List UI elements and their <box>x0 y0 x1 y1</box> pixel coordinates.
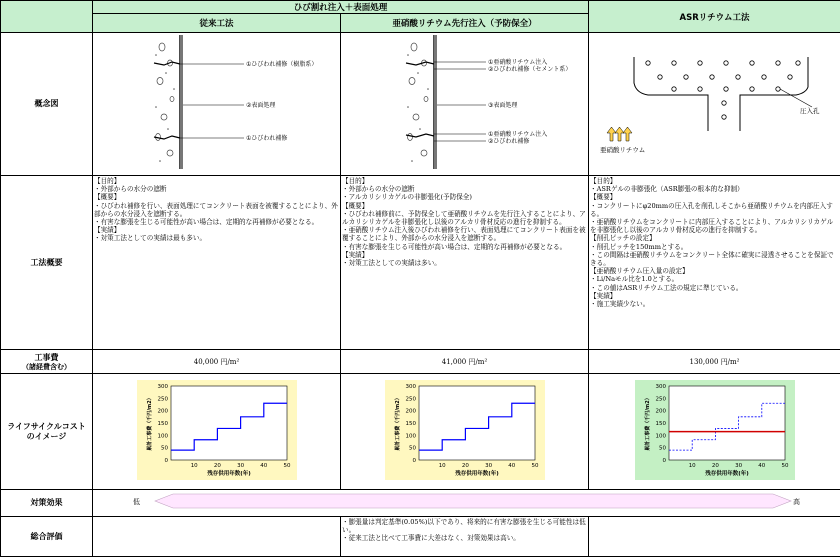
row-label-lcc-line2: のイメージ <box>1 432 92 442</box>
row-label-cost-line2: （諸経費含む） <box>1 363 92 371</box>
lcc-chart-preventive <box>385 380 545 480</box>
row-label-overview: 工法概要 <box>1 176 93 350</box>
diagram-label-li-injection-2: ①亜硝酸リチウム注入 <box>488 130 547 138</box>
overview-line: ・亜硝酸リチウムをコンクリートに内部圧入することにより、アルカリシリカゲルを非膨張化し以後のアルカリ骨材反応の進行を抑制する。 <box>590 218 839 234</box>
y-tick-label: 150 <box>405 421 416 427</box>
x-tick-label: 30 <box>485 463 492 469</box>
row-label-effect: 対策効果 <box>1 490 93 517</box>
plot-area <box>171 386 287 460</box>
x-tick-label: 20 <box>711 463 718 469</box>
evaluation-conventional <box>93 517 341 557</box>
lcc-cell-asr <box>589 374 840 490</box>
y-tick-label: 250 <box>157 396 168 402</box>
y-tick-label: 50 <box>659 445 666 451</box>
overview-line: ・有害な膨張を生じる可能性が高い場合は、定期的な再補修が必要となる。 <box>94 218 339 226</box>
cost-conventional: 40,000 円/m² <box>93 350 341 374</box>
lcc-chart-asr <box>635 380 795 480</box>
y-tick-label: 200 <box>405 408 416 414</box>
overview-line: 【実績】 <box>94 226 339 234</box>
y-tick-label: 0 <box>164 458 168 464</box>
overview-line: ・アルカリシリカゲルの非膨張化(予防保全) <box>342 193 587 201</box>
overview-line: 【削孔ピッチの設定】 <box>590 234 839 242</box>
x-tick-label: 30 <box>237 463 244 469</box>
y-tick-label: 300 <box>405 384 416 390</box>
y-tick-label: 250 <box>405 396 416 402</box>
y-tick-label: 150 <box>655 421 666 427</box>
x-tick-label: 10 <box>438 463 445 469</box>
overview-line: ・外部からの水分の遮断 <box>342 185 587 193</box>
x-tick-label: 50 <box>781 463 788 469</box>
row-label-cost <box>1 350 93 374</box>
overview-line: ・ひびわれ補修を行い、表面処理にてコンクリート表面を被覆することにより、外部からの水分浸入を遮断する。 <box>94 202 339 218</box>
concept-diagram-preventive <box>341 33 589 176</box>
overview-line: ・有害な膨張を生じる可能性が高い場合は、定期的な再補修が必要となる。 <box>342 243 587 251</box>
effect-arrow <box>93 490 839 512</box>
x-tick-label: 50 <box>531 463 538 469</box>
overview-line: 【概要】 <box>342 202 587 210</box>
overview-line: 【目的】 <box>342 177 587 185</box>
overview-line: 【概要】 <box>94 193 339 201</box>
overview-line: 【概要】 <box>590 193 839 201</box>
evaluation-line: ・膨張量は判定基準(0.05%)以下であり、将来的に有害な膨張を生じる可能性は低い。 <box>342 518 587 534</box>
group-header: ひび割れ注入＋表面処理 <box>93 1 589 14</box>
overview-line: ・この間隔は亜硝酸リチウムをコンクリート全体に確実に浸透させることを保証できる。 <box>590 251 839 267</box>
row-label-lcc-line1: ライフサイクルコスト <box>1 422 92 432</box>
diagram-conventional <box>94 33 340 171</box>
x-tick-label: 30 <box>735 463 742 469</box>
cost-preventive: 41,000 円/m² <box>341 350 589 374</box>
corner-cell <box>1 1 93 33</box>
x-tick-label: 20 <box>461 463 468 469</box>
diagram-label-crack-repair: ①ひびわれ補修 <box>246 134 287 142</box>
y-tick-label: 150 <box>157 421 168 427</box>
evaluation-line: ・従来工法と比べて工事費に大差はなく、対策効果は高い。 <box>342 534 587 542</box>
plot-area <box>669 386 785 460</box>
overview-line: ・この値はASRリチウム工法の規定に準じている。 <box>590 284 839 292</box>
y-tick-label: 50 <box>161 445 168 451</box>
overview-asr <box>589 176 840 350</box>
x-tick-label: 10 <box>190 463 197 469</box>
y-axis-label: 累計工事費（千円/m2） <box>394 395 401 452</box>
overview-line: ・ASRゲルの非膨張化（ASR膨張の根本的な抑制） <box>590 185 839 193</box>
effect-gradient-arrow <box>155 494 791 508</box>
diagram-asr <box>590 33 840 171</box>
x-tick-label: 40 <box>758 463 765 469</box>
y-tick-label: 200 <box>655 408 666 414</box>
x-tick-label: 40 <box>508 463 515 469</box>
overview-line: ・Li/Naモル比を1.0とする。 <box>590 275 839 283</box>
concept-diagram-asr <box>589 33 840 176</box>
overview-line: 【亜硝酸リチウム圧入量の設定】 <box>590 267 839 275</box>
overview-line: ・亜硝酸リチウム注入後ひびわれ補修を行い、表面処理にてコンクリート表面を被覆することにより、外部からの水分浸入を遮断する。 <box>342 226 587 242</box>
column-header-asr: ASRリチウム工法 <box>589 1 840 33</box>
row-label-cost-line1: 工事費 <box>1 353 92 363</box>
overview-conventional <box>93 176 341 350</box>
overview-line: 【目的】 <box>590 177 839 185</box>
row-label-lcc <box>1 374 93 490</box>
x-axis-label: 残存供用年数(年) <box>207 469 251 477</box>
diagram-label-li-injection: ①亜硝酸リチウム注入 <box>488 58 547 66</box>
y-tick-label: 300 <box>157 384 168 390</box>
overview-line: ・対策工法としての実績は多い。 <box>342 259 587 267</box>
overview-line: 【実績】 <box>342 251 587 259</box>
diagram-label-surface-treatment: ②表面処理 <box>246 101 275 109</box>
column-header-preventive: 亜硝酸リチウム先行注入（予防保全） <box>341 14 589 33</box>
overview-line: 【目的】 <box>94 177 339 185</box>
evaluation-preventive <box>341 517 589 557</box>
diagram-label-crack-repair-2: ②ひびわれ補修 <box>488 137 529 145</box>
plot-area <box>419 386 535 460</box>
lcc-cell-preventive <box>341 374 589 490</box>
effect-scale <box>93 490 840 517</box>
diagram-preventive <box>342 33 588 171</box>
row-label-concept: 概念図 <box>1 33 93 176</box>
y-tick-label: 250 <box>655 396 666 402</box>
diagram-label-crack-repair-resin: ①ひびわれ補修（樹脂系） <box>246 60 317 68</box>
effect-low-label: 低 <box>133 498 140 506</box>
diagram-label-lithium-nitrite: 亜硝酸リチウム <box>600 145 645 154</box>
lcc-cell-conventional <box>93 374 341 490</box>
x-axis-label: 残存供用年数(年) <box>705 469 749 477</box>
diagram-label-injection-hole: 圧入孔 <box>800 106 820 115</box>
overview-line: ・ひびわれ補修前に、予防保全して亜硝酸リチウムを先行注入することにより、アルカリシリカゲルを非膨張化し以後のアルカリ骨材反応の進行を抑制する。 <box>342 210 587 226</box>
y-tick-label: 100 <box>405 433 416 439</box>
overview-line: ・コンクリートにφ20mmの圧入孔を削孔しそこから亜硝酸リチウムを内部圧入する。 <box>590 202 839 218</box>
y-tick-label: 50 <box>409 445 416 451</box>
overview-preventive <box>341 176 589 350</box>
overview-line: 【実績】 <box>590 292 839 300</box>
overview-line: ・対策工法としての実績は最も多い。 <box>94 234 339 242</box>
y-tick-label: 0 <box>412 458 416 464</box>
overview-line: ・削孔ピッチを150mmとする。 <box>590 243 839 251</box>
x-tick-label: 20 <box>213 463 220 469</box>
y-tick-label: 100 <box>655 433 666 439</box>
injection-arrows <box>607 127 632 141</box>
evaluation-asr <box>589 517 840 557</box>
overview-line: ・施工実績少ない。 <box>590 300 839 308</box>
y-tick-label: 200 <box>157 408 168 414</box>
effect-high-label: 高 <box>793 497 800 506</box>
y-tick-label: 100 <box>157 433 168 439</box>
diagram-label-surface-treatment: ③表面処理 <box>488 101 517 109</box>
y-tick-label: 300 <box>655 384 666 390</box>
cost-asr: 130,000 円/m² <box>589 350 840 374</box>
x-tick-label: 10 <box>688 463 695 469</box>
overview-line: ・外部からの水分の遮断 <box>94 185 339 193</box>
x-tick-label: 50 <box>283 463 290 469</box>
row-label-evaluation: 総合評価 <box>1 517 93 557</box>
y-tick-label: 0 <box>662 458 666 464</box>
lcc-chart-conventional <box>137 380 297 480</box>
y-axis-label: 累計工事費（千円/m2） <box>146 395 153 452</box>
column-header-conventional: 従来工法 <box>93 14 341 33</box>
concept-diagram-conventional <box>93 33 341 176</box>
x-tick-label: 40 <box>260 463 267 469</box>
y-axis-label: 累計工事費（千円/m2） <box>644 395 651 452</box>
diagram-label-crack-repair-cement: ②ひびわれ補修（セメント系） <box>488 65 571 73</box>
x-axis-label: 残存供用年数(年) <box>455 469 499 477</box>
